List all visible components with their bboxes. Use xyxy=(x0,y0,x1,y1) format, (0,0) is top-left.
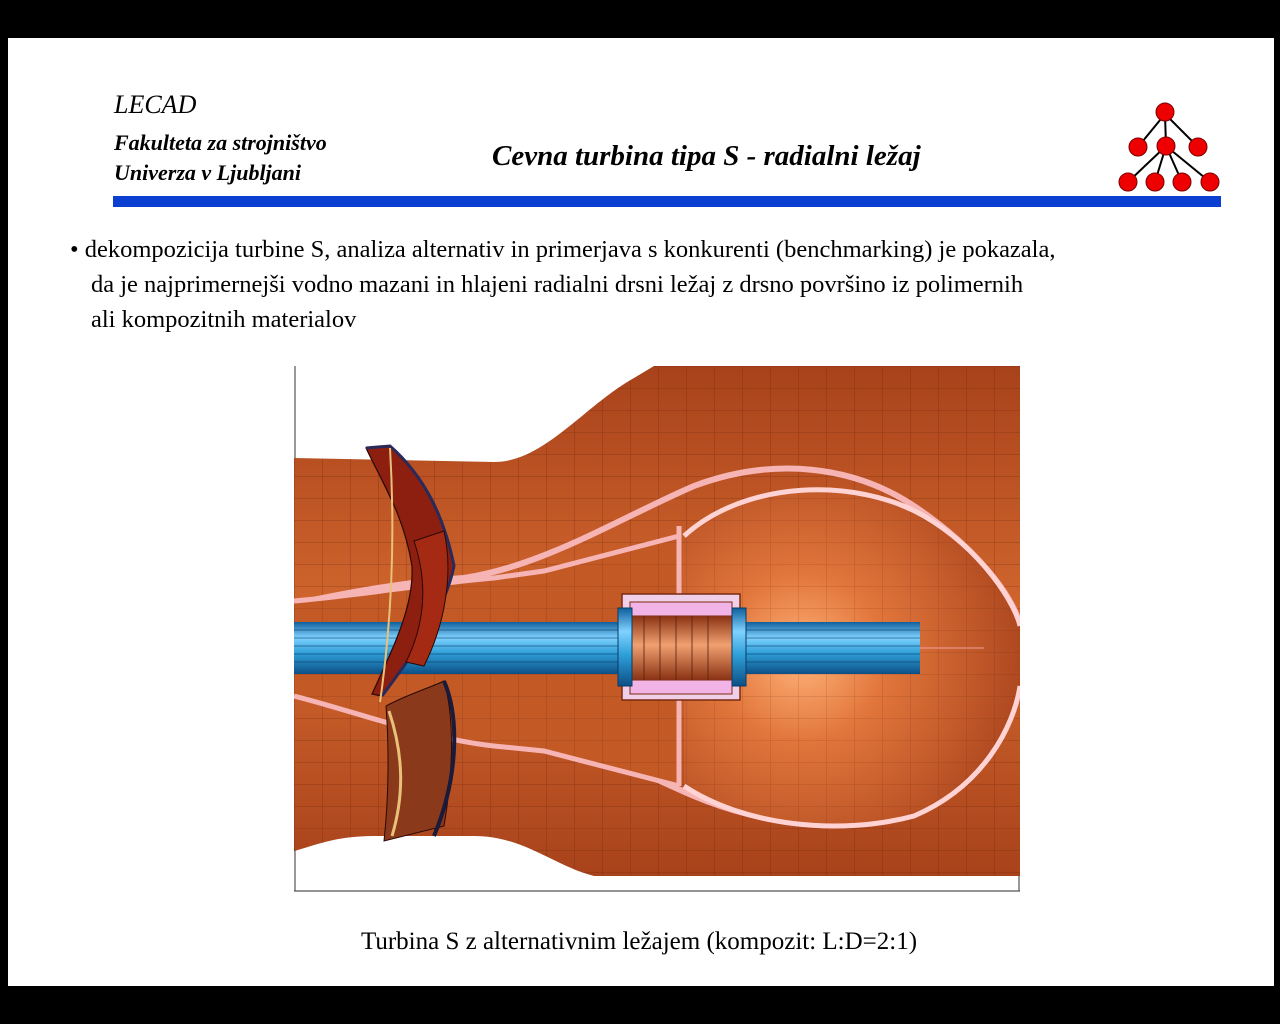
bearing-bushing xyxy=(630,616,732,680)
header-rule xyxy=(113,196,1221,207)
turbine-illustration xyxy=(294,366,1020,892)
figure-caption xyxy=(8,928,1274,956)
org-faculty: Fakulteta za strojništvo xyxy=(114,130,327,155)
slide xyxy=(8,38,1274,986)
bullet-line-3: ali kompozitnih materialov xyxy=(91,306,357,333)
org-name: LECAD xyxy=(114,90,197,119)
figure-caption-text: Turbina S z alternativnim ležajem (kompozit: L:D=2:1) xyxy=(360,928,918,955)
lecad-tree-logo xyxy=(1108,100,1228,196)
bullet-marker: • xyxy=(70,236,79,263)
slide-title: Cevna turbina tipa S - radialni ležaj xyxy=(492,140,921,172)
bullet-line-1: dekompozicija turbine S, analiza alternativ in primerjava s konkurenti (benchmarking) je pokazala, xyxy=(84,236,1056,263)
org-university: Univerza v Ljubljani xyxy=(114,160,302,185)
bullet-point xyxy=(70,232,1230,337)
bullet-line-2: da je najprimernejši vodno mazani in hlajeni radialni drsni ležaj z drsno površino iz polimernih xyxy=(91,271,1024,298)
